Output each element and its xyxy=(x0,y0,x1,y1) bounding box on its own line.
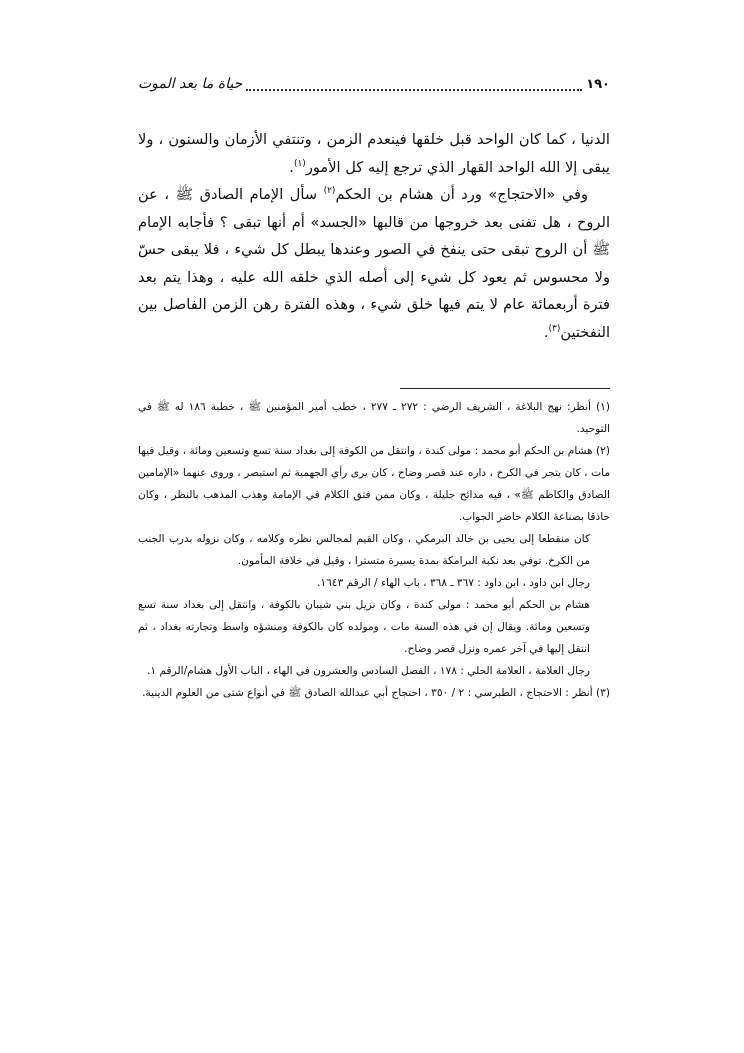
footnote-ref-3[interactable]: (٣) xyxy=(548,323,561,334)
footnote-item: (٢) هشام بن الحكم أبو محمد : مولى كندة ، وانتقل من الكوفة إلى بغداد سنة تسع وتسعين ومائة ، وقيل فيها مات ، كان يتجر في الكرخ ، داره عند قصر وضاح ، كان يرى رأي الجهمية ثم استبصر ، وروى عنهما «الإمامين الصادق والكاظم ﷺ» ، فيه مدائح جليلة ، وكان ممن فتق الكلام في الإمامة وهذب المذهب بالنظر ، وكان حاذقا بصناعة الكلام حاضر الجواب. xyxy=(138,445,610,523)
paragraph-1-end: . xyxy=(289,158,294,176)
footnote-item: (١) أنظر: نهج البلاغة ، الشريف الرضي : ٢٧٢ ـ ٢٧٧ ، خطب أمير المؤمنين ﷺ ، خطبة ١٨٦ له ﷺ في التوحيد. xyxy=(138,401,610,435)
paragraph-2-text-b: سأل الإمام الصادق ﷺ ، عن الروح ، هل تفنى بعد خروجها من قالبها «الجسد» أم أنها تبقى ؟ فأجابه الإمام ﷺ أن الروح تبقى حتى ينفخ في الصور وعندها يبطل كل شيء ، فلا يبقى حسّ ولا محسوس ثم يعود كل شيء إلى أصله الذي خلقه الله عليه ، وهذا يتم بعد فترة أربعمائة عام لا يتم فيها خلق شيء ، وهذه الفترة رهن الزمن الفاصل بين النفختين xyxy=(138,186,610,341)
footnote-item: هشام بن الحكم أبو محمد : مولى كندة ، وكان نزيل بني شيبان بالكوفة ، وانتقل إلى بغداد سنة تسع وتسعين ومائة. ويقال إن في هذه السنة مات ، ومولده كان بالكوفة ومنشؤه واسط وتجارته بغداد ، ثم انتقل إليها في آخر عمره ونزل قصر وضاح. xyxy=(138,599,590,655)
paragraph-1-text: الدنيا ، كما كان الواحد قبل خلقها فينعدم الزمن ، وتنتفي الأزمان والسنون ، ولا يبقى إلا الله الواحد القهار الذي ترجع إليه كل الأمور xyxy=(138,131,610,176)
running-title: حياة ما بعد الموت xyxy=(138,76,243,92)
paragraph-2-end: . xyxy=(543,323,549,341)
paragraph-2 xyxy=(138,181,610,346)
header-dot-leader xyxy=(246,77,582,91)
paragraph-2-text-a: وفي «الاحتجاج» ورد أن هشام بن الحكم xyxy=(335,186,589,203)
page-number: ١٩٠ xyxy=(586,76,610,92)
main-text xyxy=(138,126,610,346)
footnote-item: رجال ابن داود ، ابن داود : ٣٦٧ ـ ٣٦٨ ، باب الهاء / الرقم ١٦٤٣. xyxy=(317,577,590,589)
paragraph-1 xyxy=(138,126,610,181)
footnote-item: كان منقطعا إلى يحيى بن خالد البرمكي ، وكان القيم لمجالس نظره وكلامه ، وكان نزوله بدرب الجنب من الكرخ. توفي بعد نكبة البرامكة بمدة يسيرة متسترا ، وقيل في خلافة المأمون. xyxy=(138,533,590,567)
footnote-ref-2[interactable]: (٢) xyxy=(323,186,336,197)
page-header xyxy=(138,72,610,96)
footnotes xyxy=(138,396,610,704)
footnote-separator xyxy=(400,388,610,389)
footnote-ref-1[interactable]: (١) xyxy=(293,158,306,169)
footnote-item: رجال العلامة ، العلامة الحلي : ١٧٨ ، الفصل السادس والعشرون في الهاء ، الباب الأول هشام/الرقم ١. xyxy=(147,665,590,677)
footnote-item: (٣) أنظر : الاحتجاج ، الطبرسي : ٢ / ٣٥٠ ، احتجاج أبي عبدالله الصادق ﷺ في أنواع شتى من العلوم الدينية. xyxy=(142,687,610,699)
